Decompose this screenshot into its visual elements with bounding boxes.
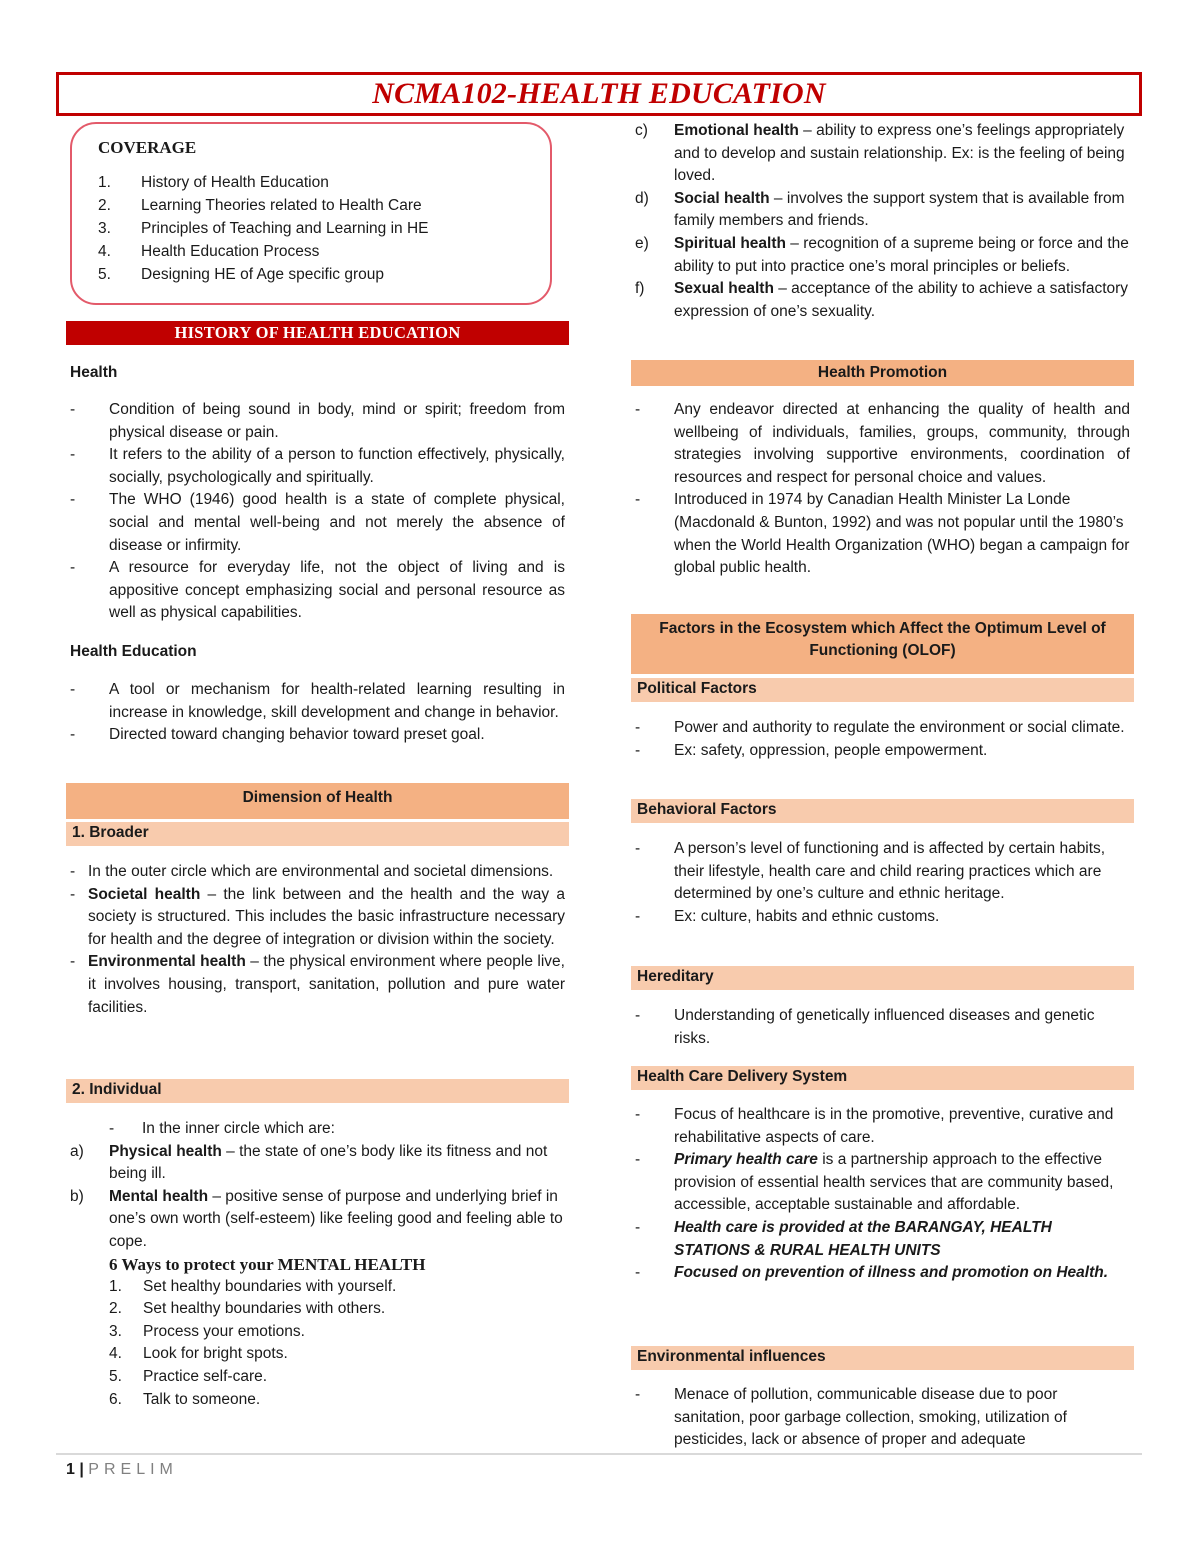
footer-label: PRELIM: [88, 1461, 178, 1478]
list-item: - Primary health care is a partnership approach to the effective provision of essential health services that are community based, accessible, acceptable sustainable and affordable.: [635, 1151, 1114, 1214]
footer-separator: |: [79, 1461, 84, 1478]
list-item: c) Emotional health – ability to express one’s feelings appropriately and to develop and sustain relationship. Ex: is the feeling of being loved.: [635, 122, 1125, 185]
mental-health-ways-heading: 6 Ways to protect your MENTAL HEALTH: [109, 1254, 426, 1274]
health-heading: Health: [70, 364, 118, 381]
list-item: - Environmental health – the physical environment where people live, it involves housing, transport, sanitation, pollution and pure water facilities.: [70, 953, 565, 1016]
list-item: - Directed toward changing behavior toward preset goal.: [70, 726, 485, 744]
list-item: - In the inner circle which are:: [109, 1120, 335, 1137]
political-factors-subheading: Political Factors: [631, 678, 1134, 702]
environmental-influences-list: [635, 1384, 1130, 1452]
health-promotion-list: [635, 399, 1130, 580]
list-item: - In the outer circle which are environmental and societal dimensions.: [70, 863, 554, 880]
list-item: - Understanding of genetically influenced diseases and genetic risks.: [635, 1007, 1095, 1047]
health-education-heading: Health Education: [70, 643, 197, 660]
list-item: - Health care is provided at the BARANGAY, HEALTH STATIONS & RURAL HEALTH UNITS: [635, 1218, 1052, 1259]
list-item: - Any endeavor directed at enhancing the quality of health and wellbeing of individuals, families, groups, community, through strategies involving supportive environments, coordination of resources and respect for personal choice and values.: [635, 401, 1130, 486]
list-item: 4. Health Education Process: [98, 243, 320, 260]
behavioral-factors-list: [635, 838, 1130, 928]
broader-subheading: 1. Broader: [66, 822, 569, 846]
list-item: - A tool or mechanism for health-related learning resulting in increase in knowledge, skill development and change in behavior.: [70, 681, 565, 721]
document-title: NCMA102-HEALTH EDUCATION: [372, 77, 826, 110]
list-item: - Condition of being sound in body, mind or spirit; freedom from physical disease or pain.: [70, 401, 565, 441]
coverage-heading: COVERAGE: [98, 138, 197, 157]
dimension-section-bar: Dimension of Health: [66, 783, 569, 819]
health-definition-list: [70, 399, 565, 625]
list-item: 1. History of Health Education: [98, 174, 329, 191]
history-section-bar: HISTORY OF HEALTH EDUCATION: [66, 321, 569, 345]
list-item: - Focus of healthcare is in the promotive, preventive, curative and rehabilitative aspects of care.: [635, 1106, 1114, 1146]
list-item: 2. Learning Theories related to Health Care: [98, 197, 422, 214]
health-care-delivery-list: [635, 1104, 1130, 1285]
hereditary-subheading: Hereditary: [631, 966, 1134, 990]
page-number: 1: [66, 1461, 75, 1478]
list-item: 2. Set healthy boundaries with others.: [109, 1300, 386, 1318]
health-promotion-bar: Health Promotion: [631, 360, 1134, 386]
individual-subheading: 2. Individual: [66, 1079, 569, 1103]
environmental-influences-subheading: Environmental influences: [631, 1346, 1134, 1370]
list-item: - Menace of pollution, communicable disease due to poor sanitation, poor garbage collection, smoking, utilization of pesticides, lack or absence of proper and adequate: [635, 1386, 1067, 1449]
list-item: - A person’s level of functioning and is affected by certain habits, their lifestyle, health care and child rearing practices which are determined by one’s culture and ethnic heritage.: [635, 840, 1106, 903]
list-item: - Ex: culture, habits and ethnic customs.: [635, 907, 940, 925]
hereditary-list: [635, 1005, 1130, 1050]
political-factors-list: [635, 717, 1130, 762]
list-item: - It refers to the ability of a person to function effectively, physically, socially, psychologically and spiritually.: [70, 446, 565, 486]
list-item: 4. Look for bright spots.: [109, 1345, 288, 1363]
list-item: - Focused on prevention of illness and promotion on Health.: [635, 1264, 1109, 1282]
coverage-box: [70, 122, 552, 305]
list-item: 5. Designing HE of Age specific group: [98, 266, 384, 283]
factors-section-bar: Factors in the Ecosystem which Affect the Optimum Level of Functioning (OLOF): [631, 614, 1134, 674]
broader-list: [70, 861, 565, 1019]
list-item: - A resource for everyday life, not the object of living and is appositive concept emphasizing social and personal resource as well as physical capabilities.: [70, 559, 565, 622]
list-item: a) Physical health – the state of one’s body like its fitness and not being ill.: [70, 1142, 548, 1183]
list-item: 3. Principles of Teaching and Learning in HE: [98, 220, 429, 237]
mental-health-ways-list: [70, 1276, 565, 1412]
individual-list-continued: [635, 120, 1130, 323]
list-item: 6. Talk to someone.: [109, 1390, 261, 1408]
behavioral-factors-subheading: Behavioral Factors: [631, 799, 1134, 823]
health-education-list: [70, 679, 565, 747]
page-footer: [66, 1461, 178, 1479]
list-item: f) Sexual health – acceptance of the ability to achieve a satisfactory expression of one’s sexuality.: [635, 280, 1129, 320]
coverage-list: [98, 171, 550, 286]
title-box: [56, 72, 1142, 116]
list-item: - Introduced in 1974 by Canadian Health Minister La Londe (Macdonald & Bunton, 1992) and was not popular until the 1980’s when the World Health Organization (WHO) began a campaign for global public health.: [635, 491, 1130, 577]
list-item: 5. Practice self-care.: [109, 1367, 268, 1385]
health-care-delivery-subheading: Health Care Delivery System: [631, 1066, 1134, 1090]
individual-list: [70, 1118, 565, 1411]
list-item: - Ex: safety, oppression, people empowerment.: [635, 741, 988, 759]
footer-divider: [56, 1453, 1142, 1455]
list-item: d) Social health – involves the support system that is available from family members and friends.: [635, 189, 1125, 230]
list-item: - Societal health – the link between and the health and the way a society is structured. This includes the basic infrastructure necessary for health and the degree of integration or division within the society.: [70, 885, 565, 948]
list-item: b) Mental health – positive sense of purpose and underlying brief in one’s own worth (self-esteem) like feeling good and feeling able to cope.: [70, 1187, 563, 1250]
list-item: - Power and authority to regulate the environment or social climate.: [635, 719, 1125, 736]
list-item: e) Spiritual health – recognition of a supreme being or force and the ability to put into practice one’s moral principles or beliefs.: [635, 234, 1129, 275]
list-item: 3. Process your emotions.: [109, 1322, 305, 1340]
list-item: - The WHO (1946) good health is a state of complete physical, social and mental well-being and not merely the absence of disease or infirmity.: [70, 491, 565, 554]
list-item: 1. Set healthy boundaries with yourself.: [109, 1277, 397, 1295]
